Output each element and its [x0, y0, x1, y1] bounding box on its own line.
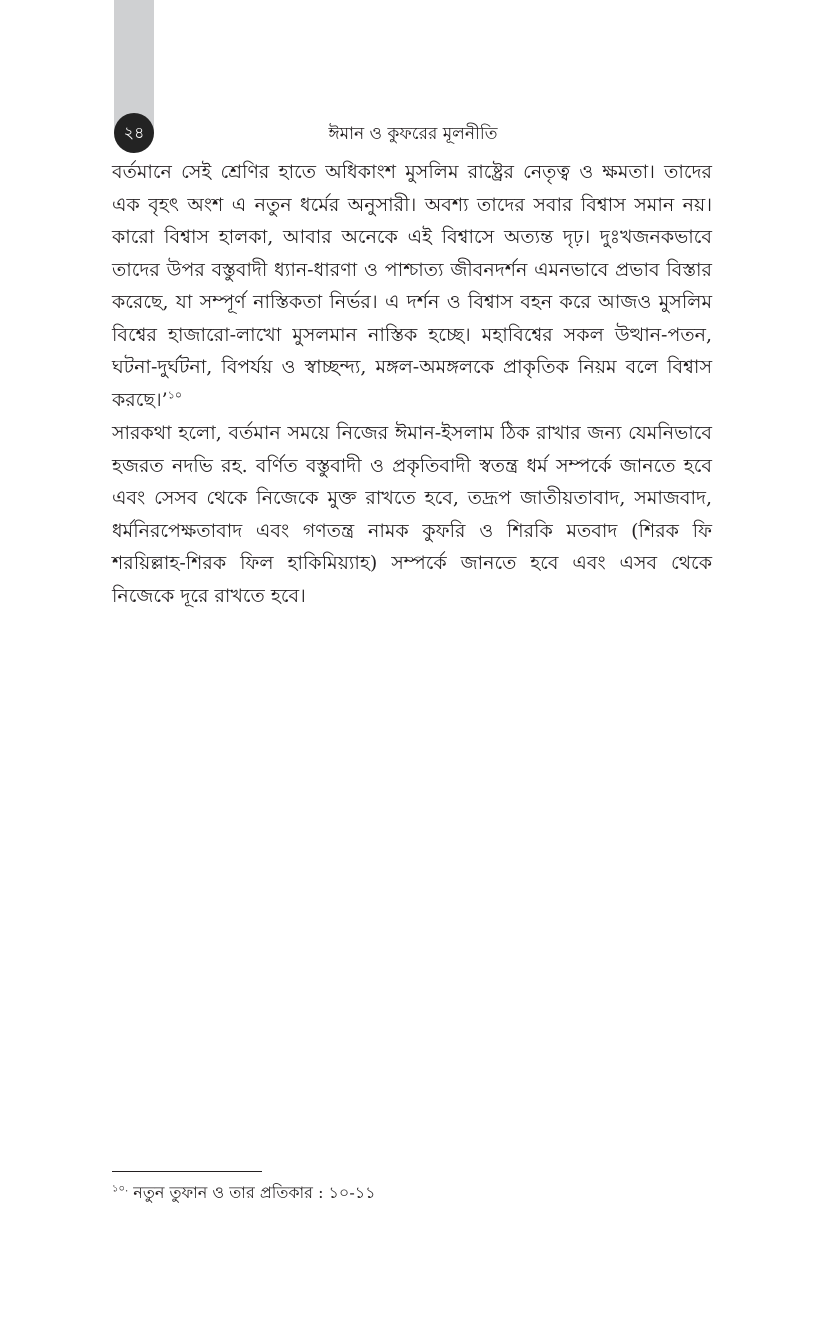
footnote-text: নতুন তুফান ও তার প্রতিকার : ১০-১১: [133, 1183, 376, 1202]
footnote-divider: [112, 1171, 262, 1172]
running-title: ঈমান ও কুফরের মূলনীতি: [328, 124, 498, 144]
paragraph-1-text: বর্তমানে সেই শ্রেণির হাতে অধিকাংশ মুসলিম রাষ্ট্রের নেতৃত্ব ও ক্ষমতা। তাদের এক বৃহৎ অংশ এ নতুন ধর্মের অনুসারী। অবশ্য তাদের সবার বিশ্বাস সমান নয়। কারো বিশ্বাস হালকা, আবার অনেকে এই বিশ্বাসে অত্যন্ত দৃঢ়। দুঃখজনকভাবে তাদের উপর বস্তুবাদী ধ্যান-ধারণা ও পাশ্চাত্য জীবনদর্শন এমনভাবে প্রভাব বিস্তার করেছে, যা সম্পূর্ণ নাস্তিকতা নির্ভর। এ দর্শন ও বিশ্বাস বহন করে আজও মুসলিম বিশ্বের হাজারো-লাখো মুসলমান নাস্তিক হচ্ছে। মহাবিশ্বের সকল উত্থান-পতন, ঘটনা-দুর্ঘটনা, বিপর্যয় ও স্বাচ্ছন্দ্য, মঙ্গল-অমঙ্গলকে প্রাকৃতিক নিয়ম বলে বিশ্বাস করছে।’: [112, 161, 712, 411]
paragraph-2: সারকথা হলো, বর্তমান সময়ে নিজের ঈমান-ইসলাম ঠিক রাখার জন্য যেমনিভাবে হজরত নদভি রহ. বর্ণিত বস্তুবাদী ও প্রকৃতিবাদী স্বতন্ত্র ধর্ম সম্পর্কে জানতে হবে এবং সেসব থেকে নিজেকে মুক্ত রাখতে হবে, তদ্রূপ জাতীয়তাবাদ, সমাজবাদ, ধর্মনিরপেক্ষতাবাদ এবং গণতন্ত্র নামক কুফরি ও শিরকি মতবাদ (শিরক ফি শরয়িল্লাহ-শিরক ফিল হাকিমিয়্যাহ) সম্পর্কে জানতে হবে এবং এসব থেকে নিজেকে দূরে রাখতে হবে।: [112, 422, 712, 607]
page-number-badge: ২৪: [114, 113, 154, 153]
footnote-reference[interactable]: ১০: [167, 388, 183, 402]
footnote: [112, 1181, 712, 1205]
paragraph-1: [112, 156, 712, 416]
footnote-marker: ১০.: [112, 1183, 129, 1195]
body-text: [112, 156, 712, 613]
